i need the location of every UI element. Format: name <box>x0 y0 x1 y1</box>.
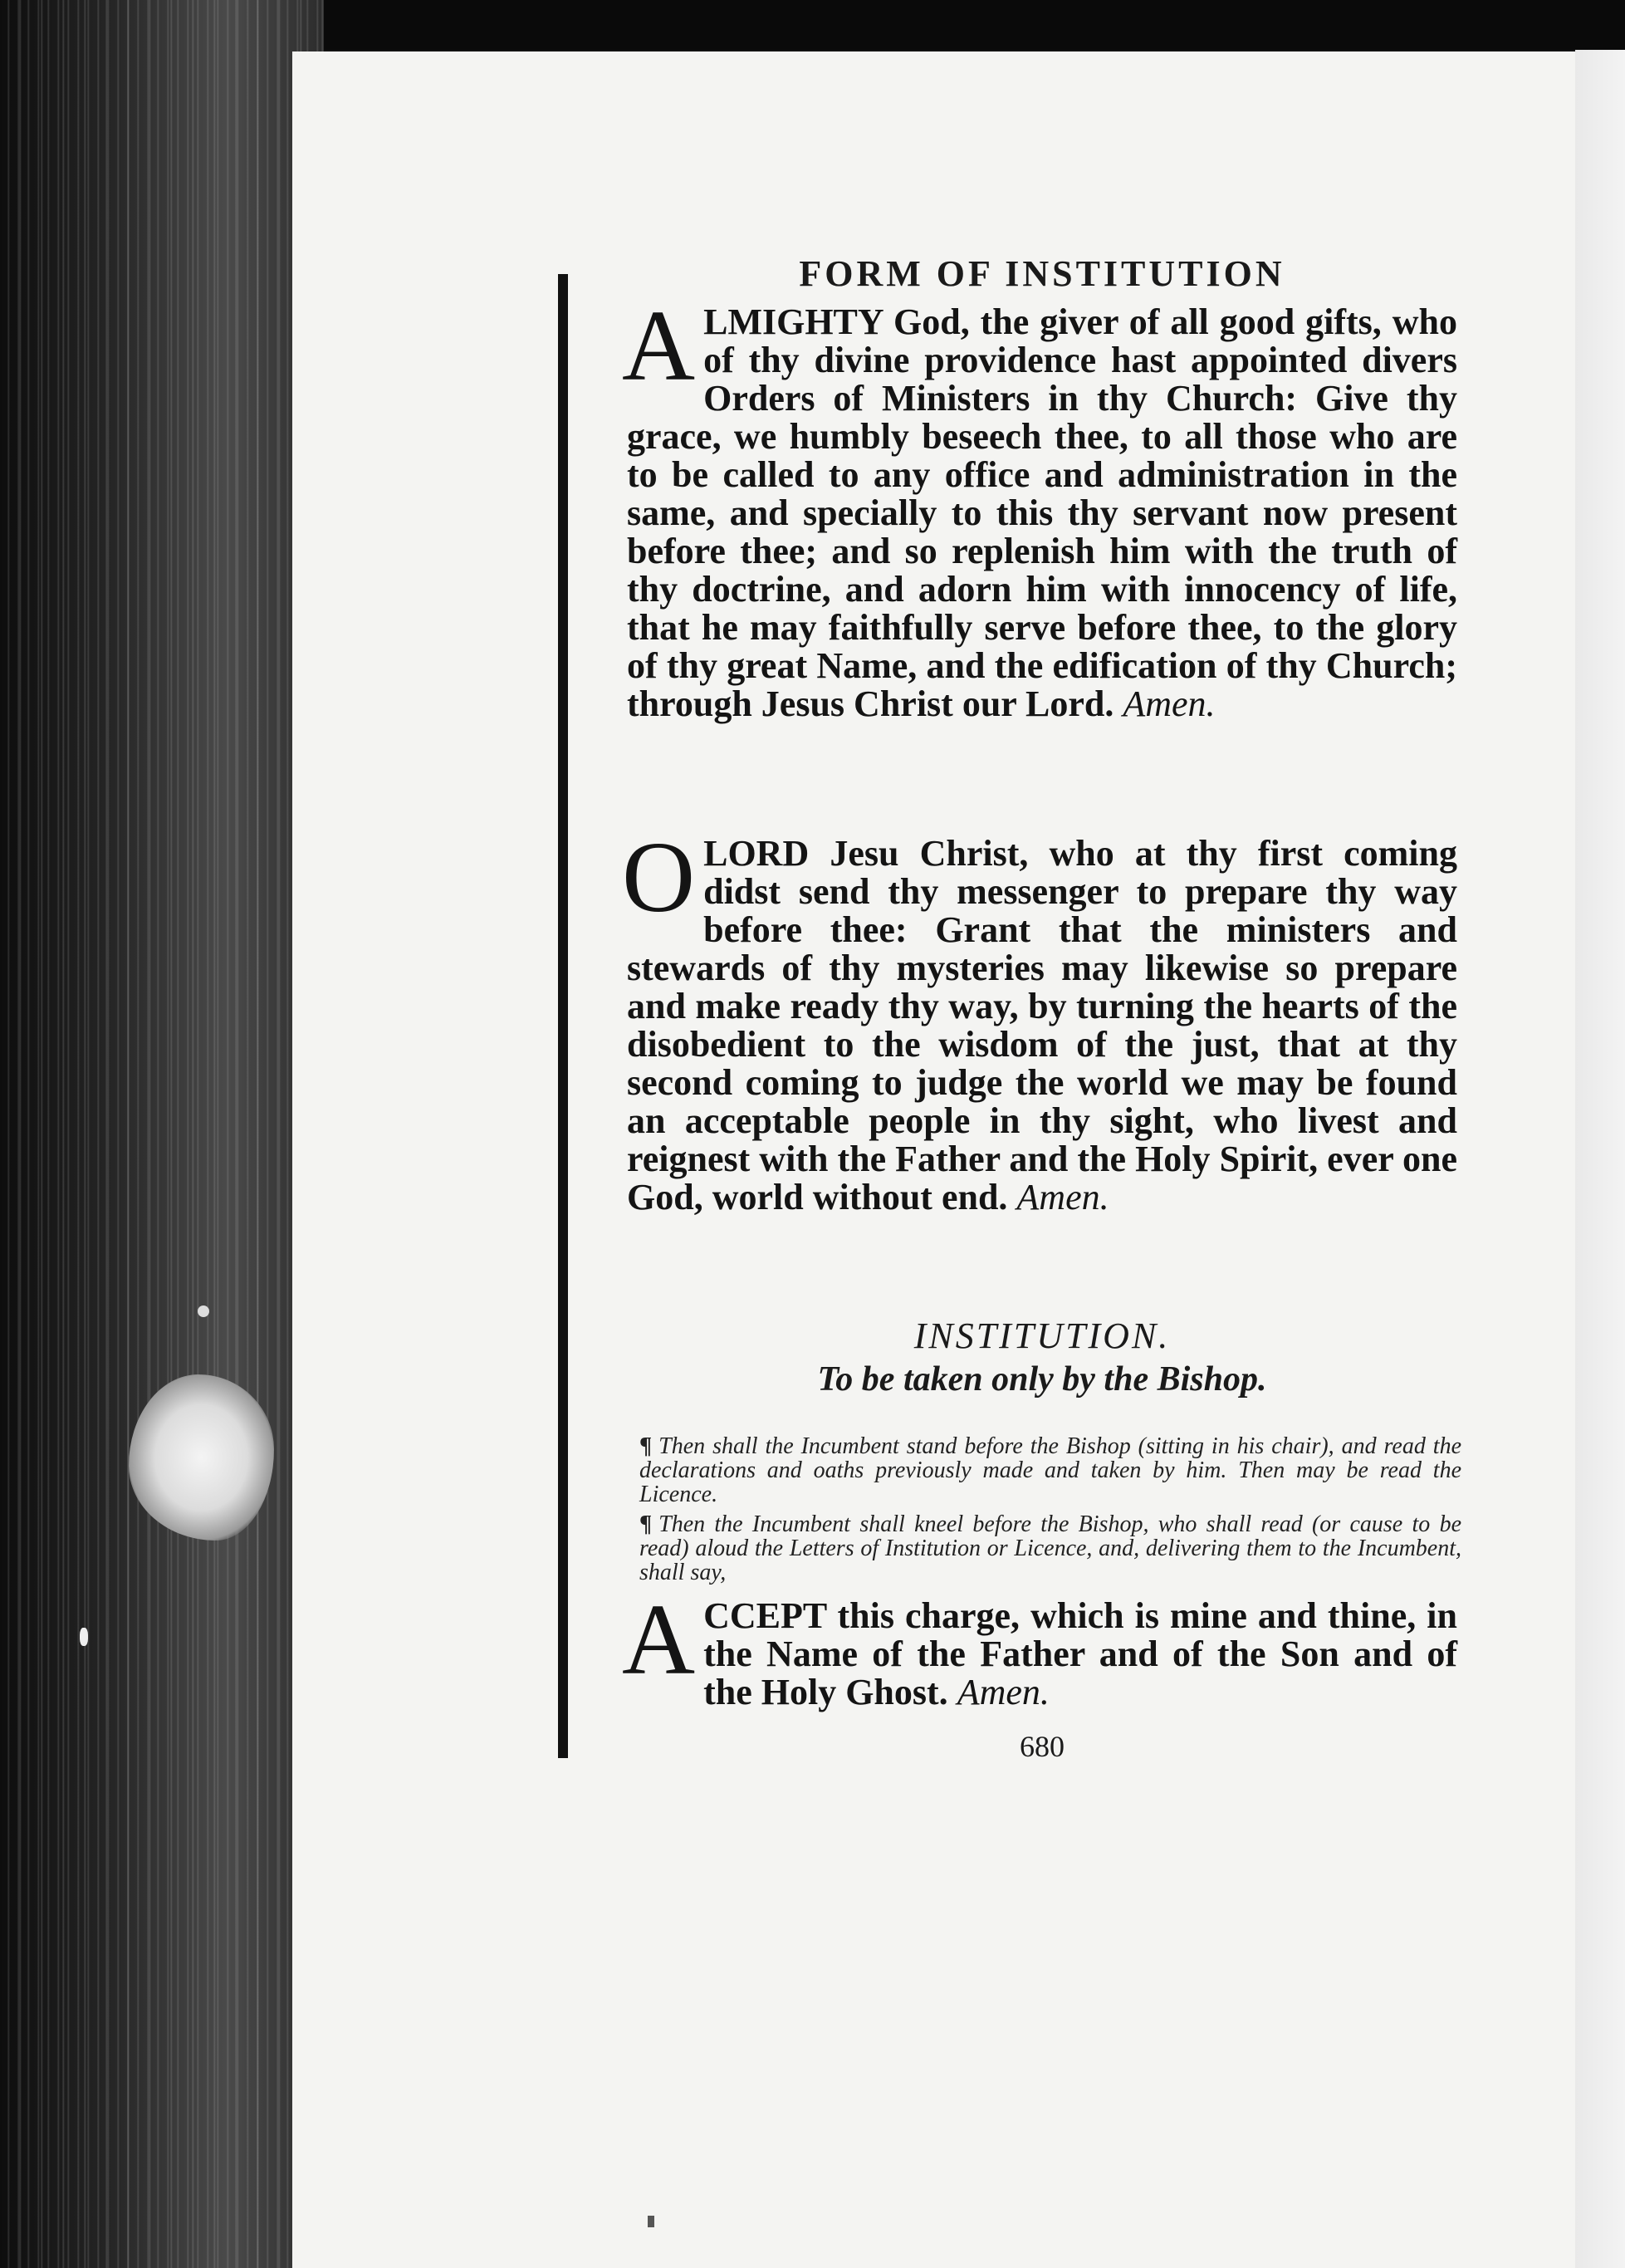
dropcap: A <box>622 1584 696 1696</box>
institution-subheading: To be taken only by the Bishop. <box>817 1360 1267 1399</box>
prayer-text: LMIGHTY God, the giver of all good gifts, who of thy divine providence hast appointed divers Orders of Ministers in thy Church: Give thy grace, we humbly beseech thee, to all those who are to be called to any office and administration in the same, and specially to this thy servant now present before thee; and so replenish him with the truth of thy doctrine, and adorn him with innocency of life, that he may faithfully serve before thee, to the glory of thy great Name, and the edification of thy Church; through Jesus Christ our Lord. <box>627 301 1457 724</box>
pilcrow-icon: ¶ <box>639 1433 653 1459</box>
dropcap: A <box>622 290 696 402</box>
film-border-top-right <box>1525 0 1625 50</box>
rubric-text: Then the Incumbent shall kneel before the Bishop, who shall read (or cause to be read) aloud the Letters of Institution or Licence, and, delivering them to the Incumbent, shall say, <box>639 1511 1461 1585</box>
prayer-accept <box>622 1584 1457 1712</box>
dropcap: O <box>622 821 696 933</box>
prayer-o-lord <box>622 821 1457 1217</box>
rubric-kneel <box>639 1512 1461 1585</box>
film-border-left <box>0 0 324 2268</box>
rubric-text: Then shall the Incumbent stand before the Bishop (sitting in his chair), and read the declarations and oaths previously made and taken by him. Then may be read the Licence. <box>639 1433 1461 1507</box>
institution-heading: INSTITUTION. <box>913 1315 1171 1356</box>
page-number: 680 <box>1020 1730 1065 1763</box>
prayer-text: LORD Jesu Christ, who at thy first coming didst send thy messenger to prepare thy way before thee: Grant that the ministers and stewards of thy mysteries may likewise so prepare and make ready thy way, by turning the hearts of the disobedient to the wisdom of the just, that at thy second coming to judge the world we may be found an acceptable people in thy sight, who livest and reignest with the Father and the Holy Spirit, ever one God, world without end. <box>627 833 1457 1217</box>
prayer-text: CCEPT this charge, which is mine and thine, in the Name of the Father and of the Son and of the Holy Ghost. <box>703 1595 1457 1712</box>
film-border-right <box>1575 0 1625 2268</box>
amen: Amen. <box>957 1672 1050 1712</box>
amen: Amen. <box>1016 1177 1109 1217</box>
pilcrow-icon: ¶ <box>639 1511 653 1537</box>
film-speck <box>648 2216 654 2227</box>
amen: Amen. <box>1123 683 1216 724</box>
rubric-stand <box>639 1434 1461 1506</box>
margin-rule <box>558 274 568 1758</box>
film-speck <box>80 1628 88 1646</box>
page-title: FORM OF INSTITUTION <box>799 253 1285 294</box>
film-speck <box>198 1305 209 1317</box>
prayer-almighty <box>622 290 1457 724</box>
film-damage-blot <box>129 1374 274 1541</box>
